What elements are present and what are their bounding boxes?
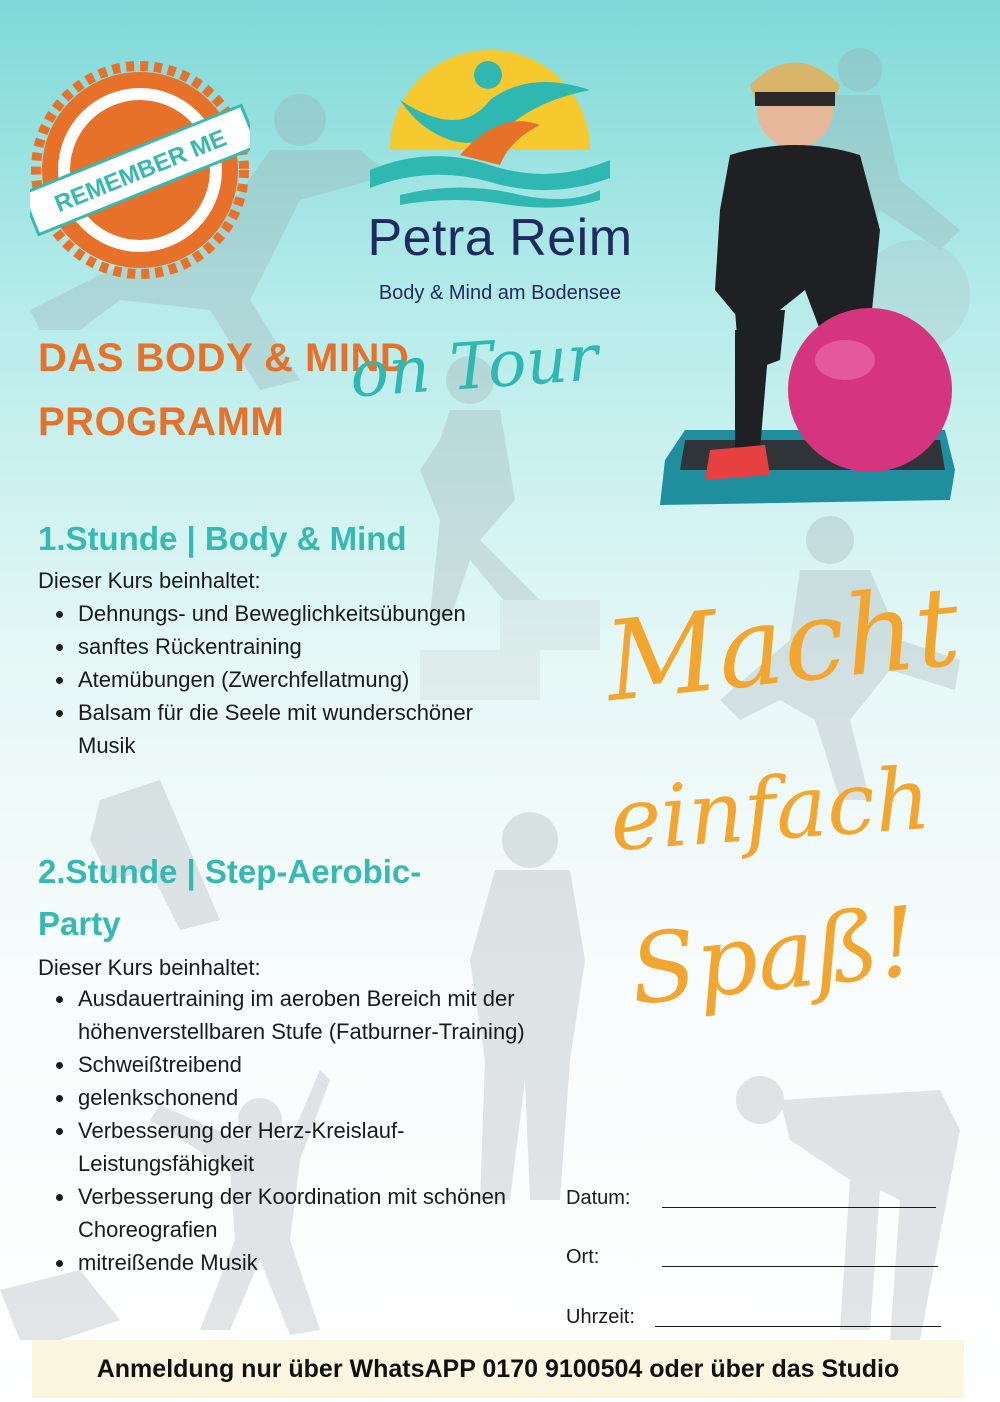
slogan-line1: Macht bbox=[599, 561, 966, 727]
slogan-line2: einfach bbox=[606, 748, 934, 872]
session2-title-line2: Party bbox=[38, 905, 121, 942]
session1-list bbox=[44, 597, 496, 762]
list-item: • Balsam für die Seele mit wunderschöner Musik bbox=[76, 696, 496, 762]
remember-me-stamp bbox=[30, 60, 250, 280]
date-field[interactable] bbox=[662, 1207, 936, 1208]
headline-line2: PROGRAMM bbox=[38, 400, 285, 444]
list-item: • Ausdauertraining im aeroben Bereich mit der höhenverstellbaren Stufe (Fatburner-Training) bbox=[76, 982, 536, 1048]
registration-footer bbox=[32, 1340, 964, 1398]
on-tour-script: on Tour bbox=[347, 321, 601, 413]
registration-text: Anmeldung nur über WhatsAPP 0170 9100504 oder über das Studio bbox=[96, 1354, 900, 1383]
brand-name: Petra Reim bbox=[367, 209, 633, 267]
place-field[interactable] bbox=[662, 1266, 938, 1267]
date-label: Datum: bbox=[566, 1187, 631, 1209]
list-item: • Verbesserung der Herz-Kreislauf-Leistungsfähigkeit bbox=[76, 1114, 536, 1180]
stamp-text: REMEMBER ME bbox=[50, 124, 231, 219]
session1-intro: Dieser Kurs beinhaltet: bbox=[38, 568, 261, 593]
list-item: • gelenkschonend bbox=[76, 1081, 536, 1114]
session1-title: 1.Stunde | Body & Mind bbox=[38, 520, 407, 557]
list-item: • Schweißtreibend bbox=[76, 1048, 536, 1081]
session2-intro: Dieser Kurs beinhaltet: bbox=[38, 955, 261, 980]
list-item: • sanftes Rückentraining bbox=[76, 630, 496, 663]
sun-swimmer-logo-icon bbox=[360, 30, 620, 210]
time-field[interactable] bbox=[655, 1326, 941, 1327]
list-item: • mitreißende Musik bbox=[76, 1246, 536, 1279]
gym-ball-icon bbox=[788, 308, 952, 472]
session2-title-line1: 2.Stunde | Step-Aerobic- bbox=[38, 853, 422, 890]
place-label: Ort: bbox=[566, 1246, 600, 1268]
list-item: • Atemübungen (Zwerchfellatmung) bbox=[76, 663, 496, 696]
trainer-photo bbox=[640, 30, 980, 520]
session2-list bbox=[44, 982, 536, 1279]
list-item: • Dehnungs- und Beweglichkeitsübungen bbox=[76, 597, 496, 630]
time-label: Uhrzeit: bbox=[566, 1306, 635, 1328]
list-item: • Verbesserung der Koordination mit schönen Choreografien bbox=[76, 1180, 536, 1246]
brand-subtitle: Body & Mind am Bodensee bbox=[378, 282, 622, 304]
headline-line1: DAS BODY & MIND bbox=[38, 336, 410, 380]
slogan-line3: Spaß! bbox=[624, 885, 923, 1027]
